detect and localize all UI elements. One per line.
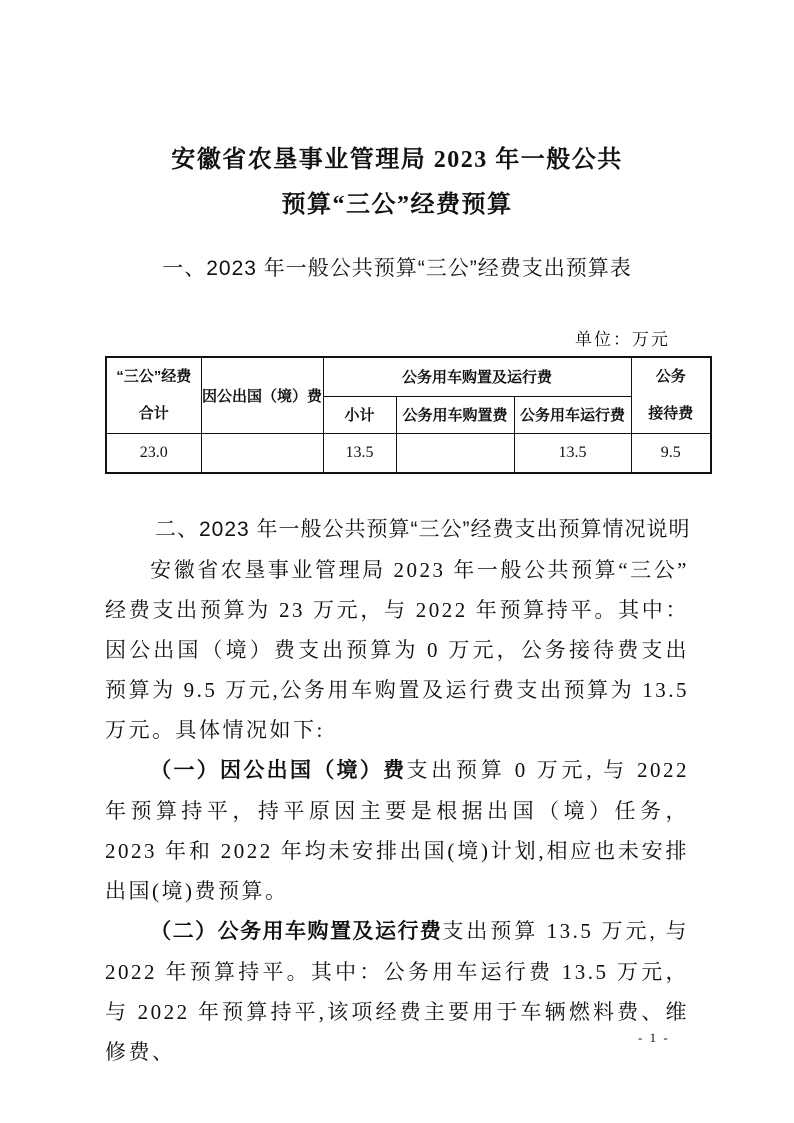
table-header-row-1 (106, 357, 711, 396)
header-cell-total (106, 357, 201, 433)
header-cell-vehicle-group: 公务用车购置及运行费 (323, 357, 631, 396)
paragraph-abroad-lead: （一）因公出国（境）费 (150, 759, 407, 782)
header-cell-vehicle-operation: 公务用车运行费 (514, 396, 631, 433)
header-cell-abroad: 因公出国（境）费 (201, 357, 323, 433)
budget-table (105, 356, 712, 474)
paragraph-vehicle-lead: （二）公务用车购置及运行费 (150, 920, 443, 943)
value-abroad (201, 433, 323, 473)
section2-heading: 二、2023 年一般公共预算“三公”经费支出预算情况说明 (155, 518, 691, 541)
paragraph-abroad-text: 支出预算 0 万元, 与 2022 年预算持平，持平原因主要是根据出国（境）任务，2023 年和 2022 年均未安排出国(境)计划,相应也未安排出国(境)费预算。 (105, 758, 690, 903)
header-reception-line1: 公务 (655, 368, 686, 386)
header-cell-vehicle-purchase: 公务用车购置费 (396, 396, 514, 433)
document-title (105, 138, 689, 228)
document-title-line2: 预算“三公”经费预算 (281, 192, 513, 218)
value-vehicle-subtotal: 13.5 (323, 433, 396, 473)
header-cell-reception (631, 357, 711, 433)
value-vehicle-operation: 13.5 (514, 433, 631, 473)
header-cell-vehicle-subtotal: 小计 (323, 396, 396, 433)
document-title-line1: 安徽省农垦事业管理局 2023 年一般公共 (171, 147, 623, 173)
paragraph-vehicle-text: 支出预算 13.5 万元, 与 2022 年预算持平。其中：公务用车运行费 13.5 万元，与 2022 年预算持平,该项经费主要用于车辆燃料费、维修费、 (105, 919, 690, 1064)
header-reception-line2: 接待费 (648, 405, 694, 423)
section1-heading: 一、2023 年一般公共预算“三公”经费支出预算表 (162, 257, 632, 280)
document-content (105, 138, 710, 1072)
value-vehicle-purchase (396, 433, 514, 473)
table-data-row (106, 433, 711, 473)
paragraph-overview: 安徽省农垦事业管理局 2023 年一般公共预算“三公”经费支出预算为 23 万元，与 2022 年预算持平。其中：因公出国（境）费支出预算为 0 万元，公务接待费支出预算为 9.5 万元,公务用车购置及运行费支出预算为 13.5 万元。具体情况如下: (105, 558, 689, 742)
paragraph-vehicle-expense (105, 911, 689, 1072)
table-unit-label: 单位：万元 (575, 330, 670, 349)
page-number: - 1 - (638, 1030, 670, 1045)
paragraph-abroad-expense (105, 750, 689, 911)
value-total: 23.0 (106, 433, 201, 473)
header-total-line2: 合计 (138, 405, 169, 423)
value-reception: 9.5 (631, 433, 711, 473)
header-total-line1: “三公”经费 (116, 368, 192, 386)
